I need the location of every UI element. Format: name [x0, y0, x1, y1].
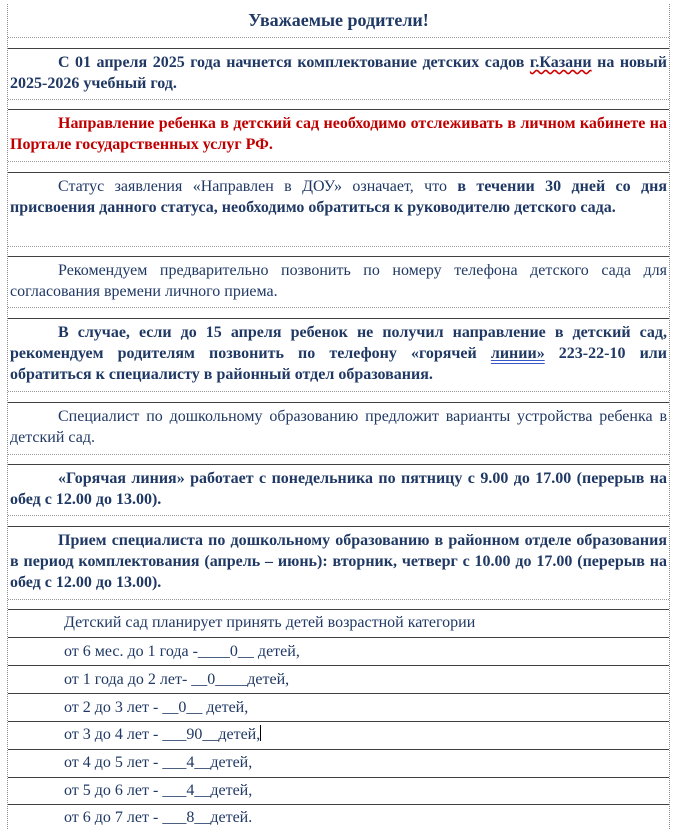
- divider: [8, 172, 669, 173]
- paragraph-hotline-advice: [8, 322, 669, 385]
- p1-text-after: на новый 2025-2026 учебный год.: [10, 54, 667, 92]
- p5-underlined-word: линии»: [490, 345, 545, 362]
- divider: [8, 599, 669, 600]
- list-item-age-1-2: от 1 года до 2 лет- __0____детей,: [64, 671, 290, 688]
- divider: [8, 777, 669, 778]
- divider: [8, 665, 669, 666]
- list-item-age-2-3: от 2 до 3 лет - __0__ детей,: [64, 699, 249, 716]
- divider: [8, 637, 669, 638]
- divider: [8, 48, 669, 49]
- divider: [8, 609, 669, 610]
- divider: [8, 515, 669, 516]
- list-item-age-4-5: от 4 до 5 лет - ___4__детей,: [64, 754, 253, 771]
- list-item-age-3-4: [8, 725, 669, 745]
- p3-text-bold: в течении 30 дней со дня присвоения данного статуса, необходимо обратиться к руководителю детского сада.: [10, 178, 668, 216]
- divider: [8, 526, 669, 527]
- paragraph-call-recommendation: Рекомендуем предварительно позвонить по номеру телефона детского сада для согласования времени личного приема.: [10, 262, 667, 300]
- divider: [8, 161, 669, 162]
- paragraph-specialist-options: Специалист по дошкольному образованию предложит варианты устройства ребенка в детский сад.: [10, 408, 667, 446]
- paragraph-reception-hours: Прием специалиста по дошкольному образованию в районном отделе образования в период комплектования (апрель – июнь): вторник, четверг с 10.00 до 17.00 (перерыв на обед с 12.00 до 13.00).: [10, 532, 667, 591]
- divider: [8, 402, 669, 403]
- divider: [8, 693, 669, 694]
- paragraph-status-meaning: [8, 176, 669, 218]
- list-intro: Детский сад планирует принять детей возрастной категории: [64, 614, 476, 631]
- divider: [8, 721, 669, 722]
- divider: [8, 464, 669, 465]
- list-item-age-5-6: от 5 до 6 лет - ___4__детей,: [64, 782, 253, 799]
- divider: [8, 246, 669, 247]
- list-item-age-6-7: от 6 до 7 лет - ___8__детей.: [64, 809, 253, 826]
- divider: [8, 391, 669, 392]
- divider: [8, 454, 669, 455]
- age-3-4-text: от 3 до 4 лет - ___90__детей,: [64, 726, 261, 743]
- text-cursor: [260, 725, 261, 741]
- divider: [8, 749, 669, 750]
- p1-text-before: С 01 апреля 2025 года начнется комплектование детских садов: [58, 54, 530, 71]
- divider: [8, 109, 669, 110]
- list-item-age-6m-1y: от 6 мес. до 1 года -____0__ детей,: [64, 643, 300, 660]
- paragraph-track-referral: Направление ребенка в детский сад необходимо отслеживать в личном кабинете на Портале государственных услуг РФ.: [10, 115, 667, 153]
- paragraph-hotline-hours: «Горячая линия» работает с понедельника по пятницу с 9.00 до 17.00 (перерыв на обед с 12.00 до 13.00).: [10, 470, 667, 508]
- divider: [8, 318, 669, 319]
- divider: [8, 804, 669, 805]
- document-page: [7, 4, 670, 829]
- p1-city: г.Казани: [529, 54, 592, 71]
- p5-text-before: В случае, если до 15 апреля ребенок не получил направление в детский сад, рекомендуем родителям позвонить по телефону «горячей: [10, 324, 667, 362]
- page-title: Уважаемые родители!: [248, 10, 429, 30]
- divider: [8, 256, 669, 257]
- p5-text-after: 223-22-10 или обратиться к специалисту в районный отдел образования.: [10, 345, 667, 383]
- divider: [8, 307, 669, 308]
- divider: [8, 99, 669, 100]
- paragraph-recruitment-start: [8, 52, 669, 94]
- divider: [8, 37, 669, 38]
- p3-text-normal: Статус заявления «Направлен в ДОУ» означает, что: [58, 178, 458, 195]
